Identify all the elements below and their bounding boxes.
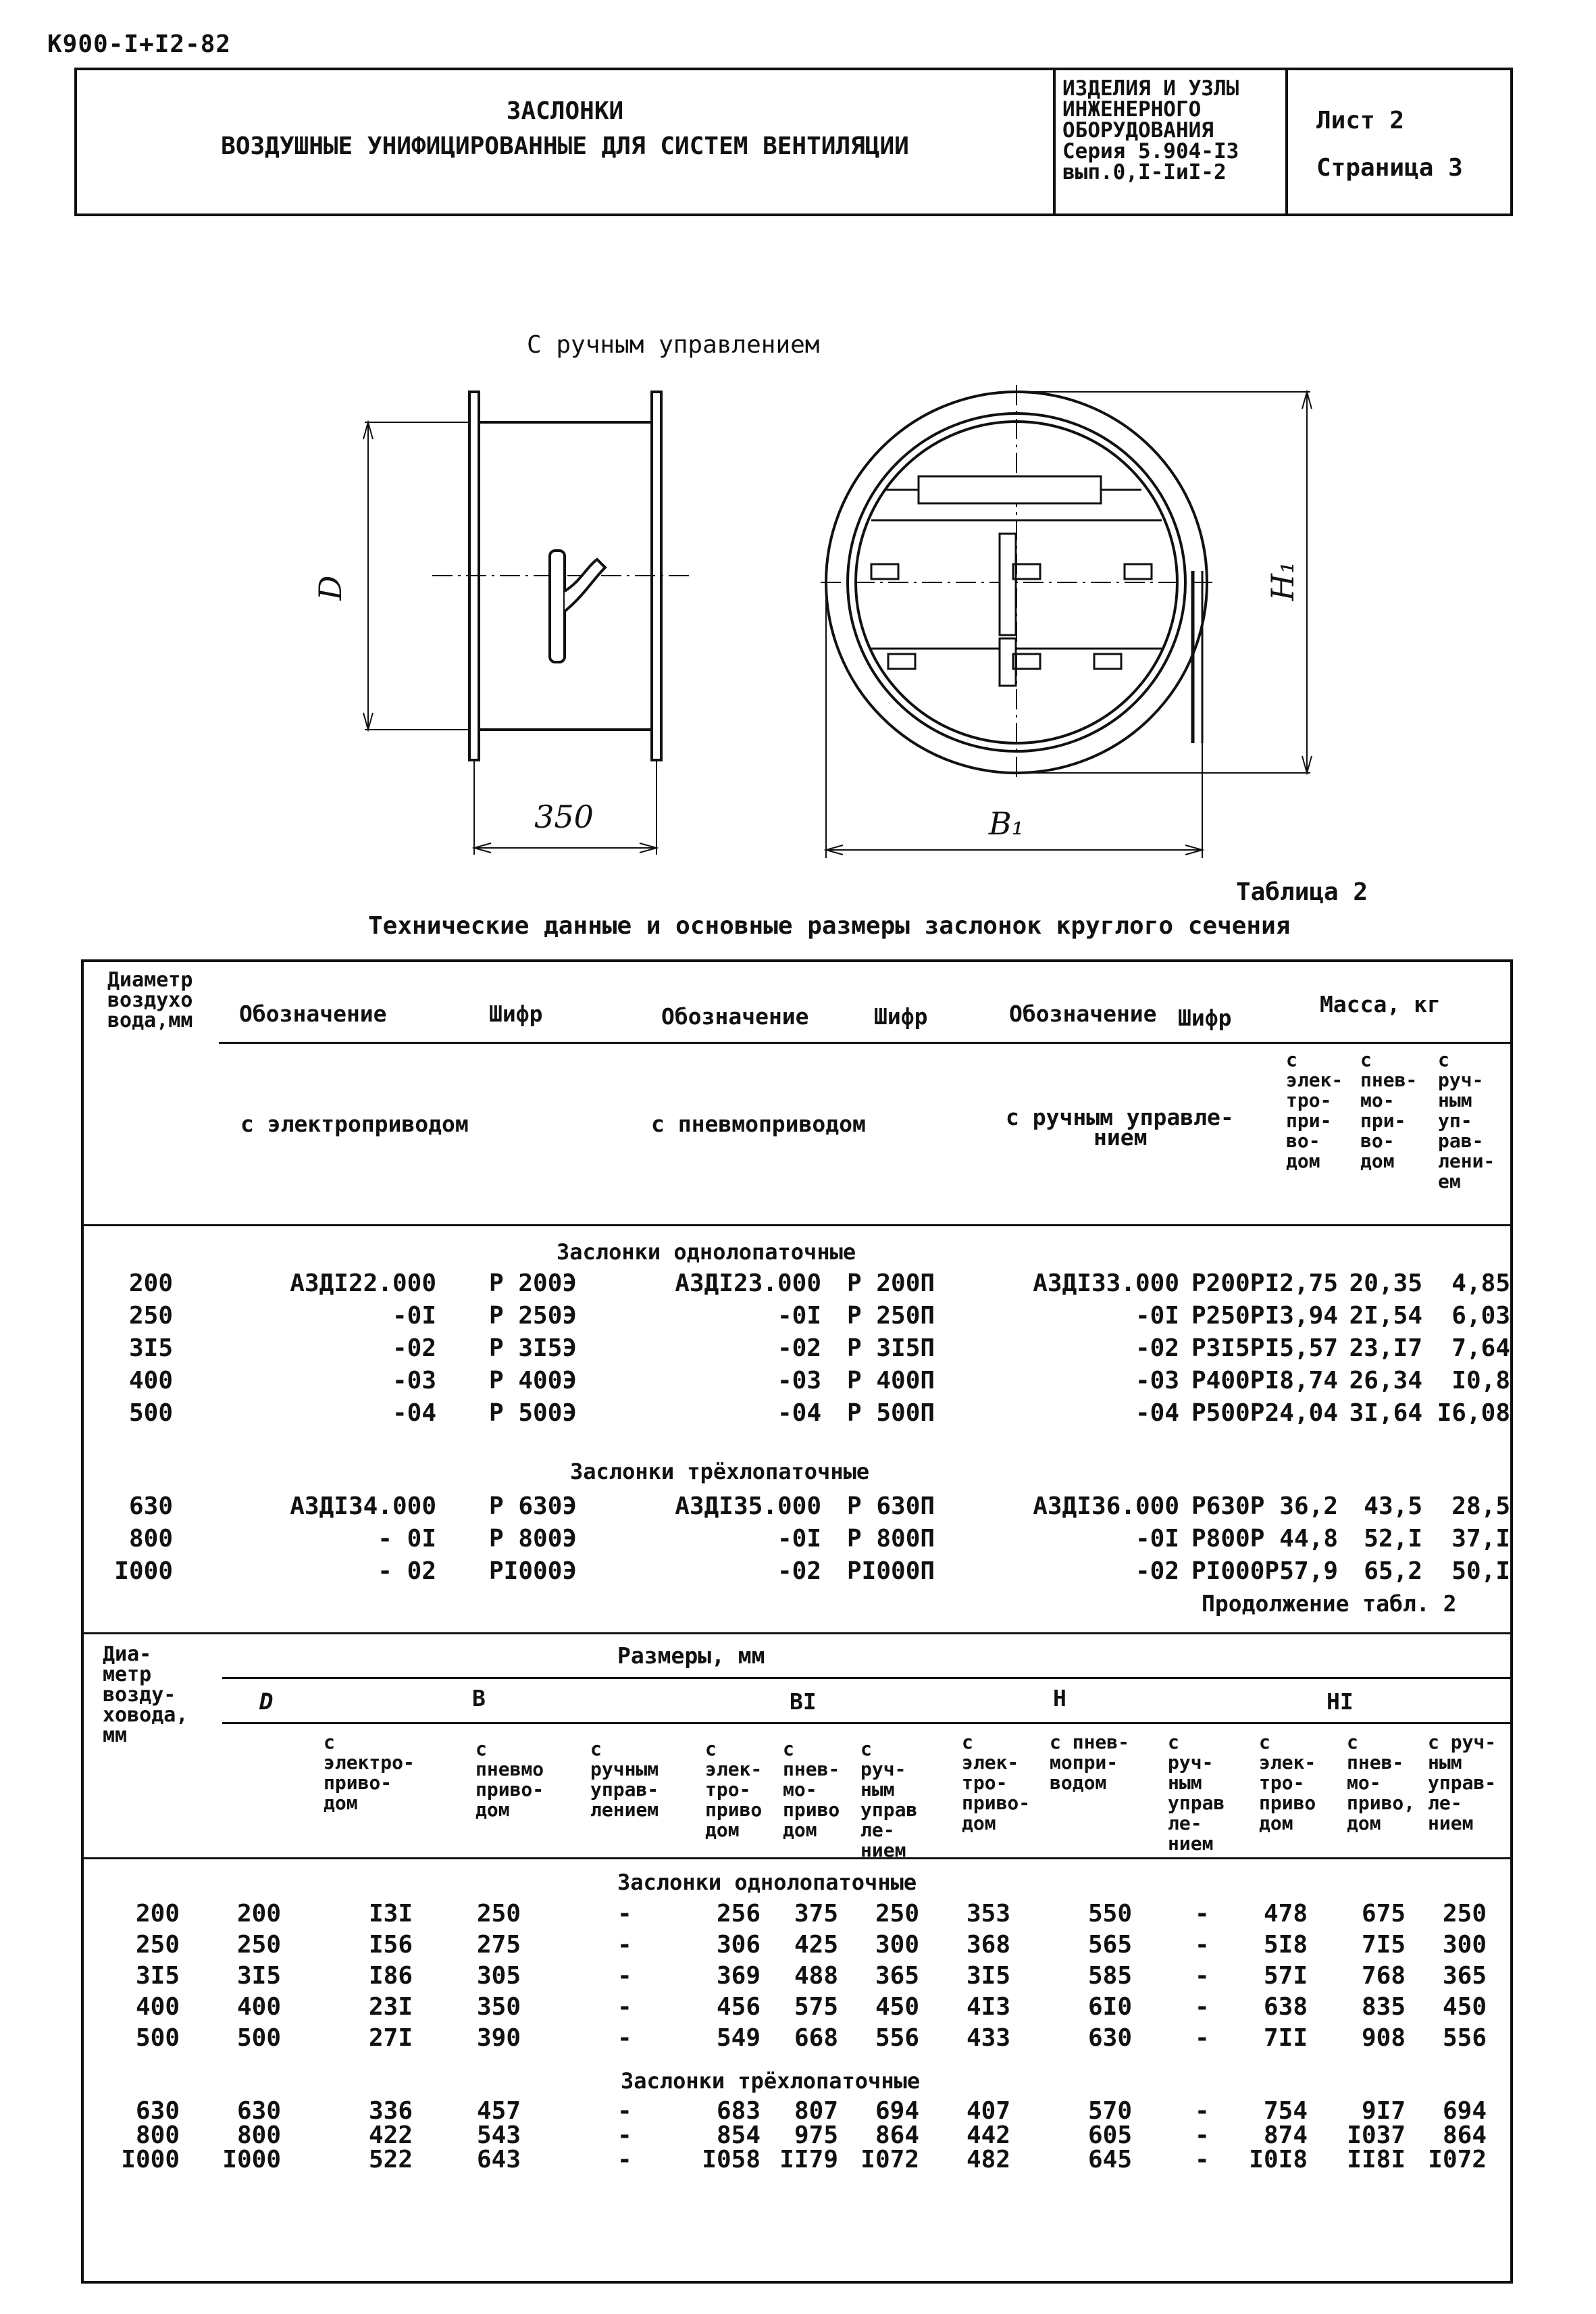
c-triple-Hm: - (1195, 2121, 1210, 2149)
c-triple-He: 407 (966, 2097, 1010, 2125)
c-head-divider-2 (222, 1722, 1510, 1724)
c-single-Bp: 275 (476, 1931, 521, 1959)
c-single-dia: 3I5 (135, 1962, 180, 1990)
title-line-2: ВОЗДУШНЫЕ УНИФИЦИРОВАННЫЕ ДЛЯ СИСТЕМ ВЕНТИЛЯЦИИ (221, 132, 909, 160)
t2-triple-e_des: - 02 (378, 1557, 436, 1585)
c-single-Bm: - (617, 2024, 632, 2052)
t2-single-p_code: Р 200П (847, 1269, 935, 1297)
table-title: Технические данные и основные размеры заслонок круглого сечения (368, 912, 1291, 940)
c-single-D: 400 (236, 1993, 281, 2021)
c-triple-Be: 522 (368, 2146, 413, 2173)
c-triple-Hm: - (1195, 2097, 1210, 2125)
c-head-sizes: Размеры, мм (617, 1642, 765, 1669)
t2-triple-p_des: -0I (777, 1525, 821, 1553)
continuation-label: Продолжение табл. 2 (1202, 1590, 1457, 1617)
c-single-Be: 27I (368, 2024, 413, 2052)
c-single-B1e: 256 (716, 1900, 761, 1928)
t2-head-divider (219, 1042, 1510, 1044)
t2-triple-e_code: РI000Э (489, 1557, 577, 1585)
c-single-Hp: 630 (1087, 2024, 1132, 2052)
c-head-diameter: Диа- метр возду- ховода, мм (103, 1642, 188, 1747)
t2-single-mp: 20,35 (1349, 1269, 1422, 1297)
series-line: ИНЖЕНЕРНОГО (1062, 97, 1202, 122)
c-single-D: 250 (236, 1931, 281, 1959)
c-head-B: B (472, 1685, 486, 1711)
c-single-B1p: 488 (794, 1962, 838, 1990)
t2-triple-mm: 37,I (1451, 1525, 1510, 1553)
sheet-number: Лист 2 (1316, 107, 1405, 134)
c-single-D: 200 (236, 1900, 281, 1928)
c-triple-D: I000 (222, 2146, 281, 2173)
c-header-bottom (84, 1857, 1510, 1859)
t2-single-p_des: -04 (777, 1399, 821, 1427)
c-single-Hm: - (1195, 1931, 1210, 1959)
t2-single-mp: 2I,54 (1349, 1302, 1422, 1330)
c-head-B1: BI (790, 1688, 817, 1715)
c-triple-He: 442 (966, 2121, 1010, 2149)
c-triple-He: 482 (966, 2146, 1010, 2173)
t2-head-designation-3: Обозначение (1009, 1001, 1157, 1027)
dim-D-label: D (312, 575, 349, 601)
c-single-Hp: 585 (1087, 1962, 1132, 1990)
c-triple-B1m: 864 (875, 2121, 919, 2149)
t2-single-mp: 23,I7 (1349, 1334, 1422, 1362)
series-line: вып.0,I-IиI-2 (1062, 160, 1227, 184)
t2-single-d: 500 (128, 1399, 173, 1427)
t2-single-p_code: Р 250П (847, 1302, 935, 1330)
c-single-B1m: 556 (875, 2024, 919, 2052)
c-triple-Bm: - (617, 2121, 632, 2149)
t2-single-m_des: -0I (1135, 1302, 1179, 1330)
c-triple-D: 800 (236, 2121, 281, 2149)
title-line-1: ЗАСЛОНКИ (506, 97, 624, 125)
c-triple-H1m: 864 (1442, 2121, 1487, 2149)
c-single-He: 433 (966, 2024, 1010, 2052)
series-line: ОБОРУДОВАНИЯ (1062, 118, 1214, 143)
c-single-Be: I3I (368, 1900, 413, 1928)
t2-head-manual: с ручным управле- нием (1006, 1104, 1234, 1151)
t2-single-mp: 26,34 (1349, 1367, 1422, 1394)
t2-head-pneumatic: с пневмоприводом (651, 1111, 866, 1137)
c-single-Hm: - (1195, 1900, 1210, 1928)
title-block-series (1053, 70, 1288, 213)
t2-single-e_code: Р 500Э (489, 1399, 577, 1427)
c-triple-Bm: - (617, 2146, 632, 2173)
title-block-sheet (1276, 70, 1510, 213)
c-head-B-electric: с электро- приво- дом (324, 1731, 415, 1814)
c-triple-Hp: 605 (1087, 2121, 1132, 2149)
c-single-B1m: 300 (875, 1931, 919, 1959)
c-single-H1p: 835 (1361, 1993, 1406, 2021)
t2-single-e_des: АЗДI22.000 (290, 1269, 436, 1297)
t2-single-p_code: Р 500П (847, 1399, 935, 1427)
c-single-He: 4I3 (966, 1993, 1010, 2021)
c-single-B1e: 306 (716, 1931, 761, 1959)
t2-single-m_des: -02 (1135, 1334, 1179, 1362)
c-single-B1m: 250 (875, 1900, 919, 1928)
c-triple-B1m: 694 (875, 2097, 919, 2125)
c-single-Bp: 350 (476, 1993, 521, 2021)
t2-single-mm: 4,85 (1451, 1269, 1510, 1297)
t2-triple-me: 57,9 (1279, 1557, 1338, 1585)
c-head-B-pneumatic: с пневмо приво- дом (475, 1738, 544, 1821)
c-triple-Hp: 570 (1087, 2097, 1132, 2125)
t2-single-e_code: Р 200Э (489, 1269, 577, 1297)
c-head-H-electric: с элек- тро- приво- дом (962, 1731, 1031, 1834)
title-block-main (77, 70, 1056, 213)
c-triple-B1p: 975 (794, 2121, 838, 2149)
damper-drawing (0, 365, 1596, 878)
t2-head-mass: Масса, кг (1320, 991, 1441, 1017)
c-head-B1-electric: с элек- тро- приво дом (705, 1738, 763, 1841)
t2-triple-e_code: Р 800Э (489, 1525, 577, 1553)
t2-single-e_des: -02 (392, 1334, 436, 1362)
c-head-B1-pneumatic: с пнев- мо- приво дом (783, 1738, 840, 1841)
t2-single-mm: I6,08 (1437, 1399, 1510, 1427)
c-triple-Be: 422 (368, 2121, 413, 2149)
t2-single-m_code: Р3I5Р (1191, 1334, 1265, 1362)
t2-single-m_des: АЗДI33.000 (1033, 1269, 1179, 1297)
t2-single-d: 3I5 (128, 1334, 173, 1362)
t2-group-triple: Заслонки трёхлопаточные (570, 1459, 870, 1484)
c-head-B-manual: с ручным управ- лением (590, 1738, 659, 1821)
c-triple-B1e: 683 (716, 2097, 761, 2125)
c-head-H1: HI (1327, 1688, 1354, 1715)
t2-triple-mp: 43,5 (1364, 1492, 1422, 1520)
t2-single-p_code: Р 400П (847, 1367, 935, 1394)
t2-head-cipher-2: Шифр (874, 1003, 928, 1030)
t2-triple-m_des: -0I (1135, 1525, 1179, 1553)
c-single-Bm: - (617, 1931, 632, 1959)
c-single-H1p: 675 (1361, 1900, 1406, 1928)
t2-single-p_des: -03 (777, 1367, 821, 1394)
t2-single-e_des: -0I (392, 1302, 436, 1330)
t2-triple-p_des: -02 (777, 1557, 821, 1585)
c-single-D: 500 (236, 2024, 281, 2052)
t2-single-e_des: -03 (392, 1367, 436, 1394)
document-code: К900-I+I2-82 (47, 30, 232, 58)
t2-single-m_code: Р250Р (1191, 1302, 1265, 1330)
dim-B1-label: B₁ (988, 805, 1025, 842)
c-triple-Bp: 643 (476, 2146, 521, 2173)
c-triple-H1m: 694 (1442, 2097, 1487, 2125)
t2-triple-mp: 52,I (1364, 1525, 1422, 1553)
continuation-top-divider (84, 1632, 1510, 1634)
t2-head-cipher-1: Шифр (489, 1001, 543, 1027)
t2-single-mm: 6,03 (1451, 1302, 1510, 1330)
t2-triple-me: 44,8 (1279, 1525, 1338, 1553)
t2-single-m_code: Р400Р (1191, 1367, 1265, 1394)
t2-triple-e_des: АЗДI34.000 (290, 1492, 436, 1520)
t2-single-e_des: -04 (392, 1399, 436, 1427)
t2-single-me: 24,04 (1264, 1399, 1338, 1427)
t2-triple-mp: 65,2 (1364, 1557, 1422, 1585)
page-number: Страница 3 (1316, 154, 1463, 182)
table-frame (81, 959, 1513, 2284)
t2-single-m_des: -04 (1135, 1399, 1179, 1427)
c-head-B1-manual: с руч- ным управ ле- нием (860, 1738, 918, 1861)
dim-H1-label: H₁ (1264, 561, 1301, 601)
t2-single-me: I5,57 (1264, 1334, 1338, 1362)
t2-single-m_code: Р200Р (1191, 1269, 1265, 1297)
c-single-H1e: 638 (1263, 1993, 1308, 2021)
c-single-He: 3I5 (966, 1962, 1010, 1990)
c-single-H1m: 300 (1442, 1931, 1487, 1959)
t2-single-e_code: Р 250Э (489, 1302, 577, 1330)
c-single-H1p: 7I5 (1361, 1931, 1406, 1959)
t2-triple-m_code: Р800Р (1191, 1525, 1265, 1553)
c-head-D: D (259, 1688, 274, 1715)
t2-single-mm: I0,8 (1451, 1367, 1510, 1394)
c-single-B1m: 450 (875, 1993, 919, 2021)
c-single-Hp: 550 (1087, 1900, 1132, 1928)
t2-head-cipher-3: Шифр (1178, 1005, 1232, 1031)
c-single-B1e: 549 (716, 2024, 761, 2052)
c-single-dia: 500 (135, 2024, 180, 2052)
c-single-Hp: 565 (1087, 1931, 1132, 1959)
t2-single-p_des: -0I (777, 1302, 821, 1330)
c-single-H1e: 7II (1263, 2024, 1308, 2052)
c-triple-H1e: I0I8 (1249, 2146, 1308, 2173)
c-single-He: 353 (966, 1900, 1010, 1928)
c-single-H1m: 556 (1442, 2024, 1487, 2052)
t2-triple-m_des: -02 (1135, 1557, 1179, 1585)
t2-triple-p_code: Р 630П (847, 1492, 935, 1520)
c-triple-H1m: I072 (1428, 2146, 1487, 2173)
c-group-single: Заслонки однолопаточные (617, 1869, 917, 1895)
c-triple-dia: 630 (135, 2097, 180, 2125)
c-head-H: H (1053, 1685, 1066, 1711)
c-single-H1p: 768 (1361, 1962, 1406, 1990)
t2-triple-d: 630 (128, 1492, 173, 1520)
t2-single-me: I8,74 (1264, 1367, 1338, 1394)
c-single-H1m: 450 (1442, 1993, 1487, 2021)
c-head-H-manual: с руч- ным управ ле- нием (1168, 1731, 1225, 1855)
c-triple-B1m: I072 (860, 2146, 919, 2173)
c-single-Hp: 6I0 (1087, 1993, 1132, 2021)
t2-triple-m_code: РI000Р (1191, 1557, 1280, 1585)
c-triple-dia: 800 (135, 2121, 180, 2149)
c-single-D: 3I5 (236, 1962, 281, 1990)
c-triple-B1e: 854 (716, 2121, 761, 2149)
c-single-B1p: 425 (794, 1931, 838, 1959)
t2-single-me: I3,94 (1264, 1302, 1338, 1330)
c-group-triple: Заслонки трёхлопаточные (621, 2068, 921, 2094)
c-single-Bp: 390 (476, 2024, 521, 2052)
table-number: Таблица 2 (1236, 878, 1368, 906)
c-single-H1e: 5I8 (1263, 1931, 1308, 1959)
c-single-Bm: - (617, 1900, 632, 1928)
t2-triple-mm: 28,5 (1451, 1492, 1510, 1520)
c-single-dia: 250 (135, 1931, 180, 1959)
c-single-Hm: - (1195, 1962, 1210, 1990)
title-block (74, 68, 1513, 216)
c-single-Hm: - (1195, 1993, 1210, 2021)
c-single-Be: I86 (368, 1962, 413, 1990)
c-triple-Hm: - (1195, 2146, 1210, 2173)
t2-head-diameter: Диаметр воздухо вода,мм (107, 968, 193, 1032)
c-single-Be: 23I (368, 1993, 413, 2021)
drawing-caption: С ручным управлением (527, 331, 820, 359)
c-single-Bp: 305 (476, 1962, 521, 1990)
t2-head-electric: с электроприводом (240, 1111, 469, 1137)
t2-head-mass-manual: с руч- ным уп- рав- лени- ем (1438, 1049, 1495, 1192)
t2-triple-mm: 50,I (1451, 1557, 1510, 1585)
c-triple-H1e: 754 (1263, 2097, 1308, 2125)
c-head-H-pneumatic: с пнев- мопри- водом (1050, 1731, 1130, 1794)
c-single-H1e: 478 (1263, 1900, 1308, 1928)
c-head-H1-pneumatic: с пнев- мо- приво, дом (1347, 1731, 1416, 1834)
t2-triple-p_des: АЗДI35.000 (675, 1492, 821, 1520)
c-single-H1e: 57I (1263, 1962, 1308, 1990)
t2-group-single: Заслонки однолопаточные (557, 1239, 856, 1265)
c-triple-dia: I000 (121, 2146, 180, 2173)
c-triple-B1p: II79 (779, 2146, 838, 2173)
t2-single-m_code: Р500Р (1191, 1399, 1265, 1427)
c-triple-B1e: I058 (702, 2146, 761, 2173)
t2-single-me: I2,75 (1264, 1269, 1338, 1297)
c-single-Be: I56 (368, 1931, 413, 1959)
t2-triple-e_des: - 0I (378, 1525, 436, 1553)
t2-single-e_code: Р 3I5Э (489, 1334, 577, 1362)
c-single-Bm: - (617, 1962, 632, 1990)
t2-head-mass-pneumatic: с пнев- мо- при- во- дом (1360, 1049, 1418, 1172)
c-triple-H1p: II8I (1347, 2146, 1406, 2173)
series-line: ИЗДЕЛИЯ И УЗЛЫ (1062, 76, 1239, 101)
side-view (363, 392, 689, 855)
c-single-B1p: 668 (794, 2024, 838, 2052)
c-single-B1e: 456 (716, 1993, 761, 2021)
c-single-dia: 200 (135, 1900, 180, 1928)
c-single-H1m: 250 (1442, 1900, 1487, 1928)
t2-head-designation-2: Обозначение (661, 1003, 809, 1030)
c-head-divider-1 (222, 1677, 1510, 1679)
c-single-B1e: 369 (716, 1962, 761, 1990)
c-triple-H1p: I037 (1347, 2121, 1406, 2149)
t2-single-d: 200 (128, 1269, 173, 1297)
front-view (821, 385, 1312, 858)
c-triple-B1p: 807 (794, 2097, 838, 2125)
t2-triple-d: 800 (128, 1525, 173, 1553)
c-triple-Hp: 645 (1087, 2146, 1132, 2173)
c-single-B1p: 375 (794, 1900, 838, 1928)
t2-single-mp: 3I,64 (1349, 1399, 1422, 1427)
t2-single-p_des: -02 (777, 1334, 821, 1362)
c-single-He: 368 (966, 1931, 1010, 1959)
c-triple-Bm: - (617, 2097, 632, 2125)
t2-head-designation-1: Обозначение (239, 1001, 387, 1027)
c-triple-D: 630 (236, 2097, 281, 2125)
t2-single-m_des: -03 (1135, 1367, 1179, 1394)
t2-triple-e_code: Р 630Э (489, 1492, 577, 1520)
c-single-B1p: 575 (794, 1993, 838, 2021)
t2-triple-me: 36,2 (1279, 1492, 1338, 1520)
t2-triple-p_code: Р 800П (847, 1525, 935, 1553)
c-triple-H1e: 874 (1263, 2121, 1308, 2149)
c-single-H1p: 908 (1361, 2024, 1406, 2052)
c-single-H1m: 365 (1442, 1962, 1487, 1990)
c-triple-Bp: 543 (476, 2121, 521, 2149)
c-triple-Bp: 457 (476, 2097, 521, 2125)
c-head-H1-electric: с элек- тро- приво дом (1259, 1731, 1316, 1834)
t2-triple-p_code: РI000П (847, 1557, 935, 1585)
c-single-Bm: - (617, 1993, 632, 2021)
t2-single-e_code: Р 400Э (489, 1367, 577, 1394)
t2-single-d: 250 (128, 1302, 173, 1330)
t2-single-d: 400 (128, 1367, 173, 1394)
c-single-Bp: 250 (476, 1900, 521, 1928)
c-single-Hm: - (1195, 2024, 1210, 2052)
t2-single-p_code: Р 3I5П (847, 1334, 935, 1362)
c-single-dia: 400 (135, 1993, 180, 2021)
t2-single-p_des: АЗДI23.000 (675, 1269, 821, 1297)
c-single-B1m: 365 (875, 1962, 919, 1990)
t2-head-mass-electric: с элек- тро- при- во- дом (1286, 1049, 1343, 1172)
c-triple-Be: 336 (368, 2097, 413, 2125)
t2-header-bottom (84, 1224, 1510, 1226)
series-line: Серия 5.904-I3 (1062, 139, 1239, 164)
t2-triple-m_des: АЗДI36.000 (1033, 1492, 1179, 1520)
t2-single-mm: 7,64 (1451, 1334, 1510, 1362)
c-triple-H1p: 9I7 (1361, 2097, 1406, 2125)
dim-350-label: 350 (534, 799, 594, 835)
t2-triple-d: I000 (114, 1557, 173, 1585)
t2-triple-m_code: Р630Р (1191, 1492, 1265, 1520)
c-head-H1-manual: с руч- ным управ- ле- нием (1428, 1731, 1497, 1834)
